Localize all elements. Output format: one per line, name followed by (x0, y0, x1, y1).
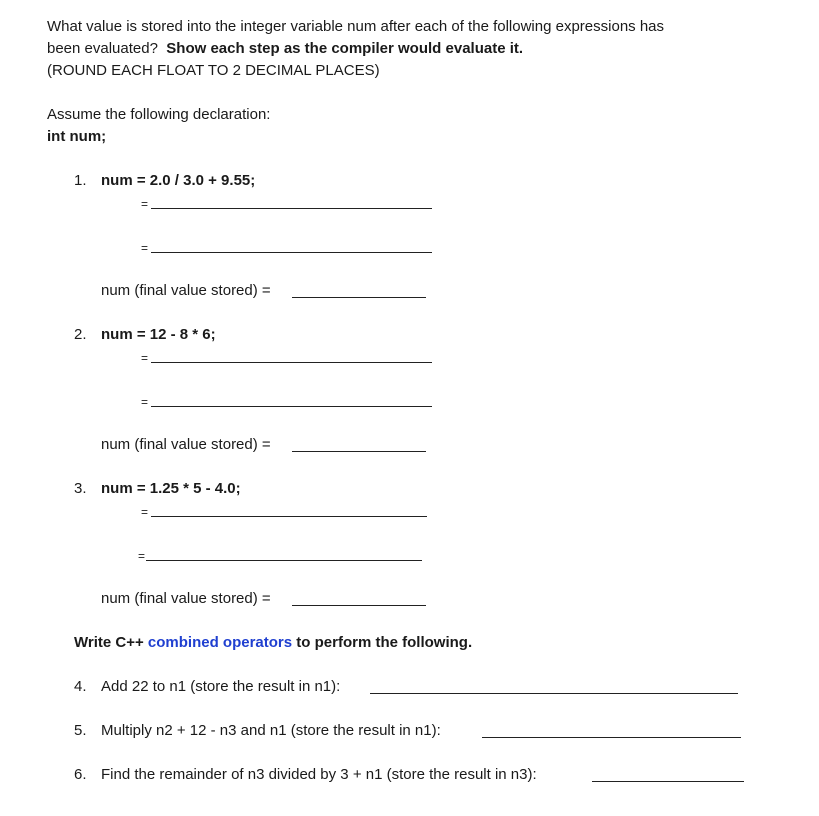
heading-prefix: Write C++ (74, 634, 144, 651)
item-text: Find the remainder of n3 divided by 3 + n1 (store the result in n3): (101, 766, 537, 783)
step-answer-line[interactable] (151, 362, 432, 363)
intro-question: been evaluated? (47, 40, 158, 57)
answer-line[interactable] (370, 693, 738, 694)
combined-operators-term: combined operators (147, 634, 293, 651)
step-equals-mark: = (141, 241, 149, 255)
step-answer-line[interactable] (151, 516, 427, 517)
item-text: Add 22 to n1 (store the result in n1): (101, 678, 341, 695)
problem-expression: num = 12 - 8 * 6; (101, 326, 216, 343)
problem-expression: num = 1.25 * 5 - 4.0; (101, 480, 241, 497)
declaration-label: Assume the following declaration: (47, 106, 271, 123)
final-value-line[interactable] (292, 451, 426, 452)
heading-suffix: to perform the following. (296, 634, 473, 651)
step-equals-mark: = (141, 395, 149, 409)
answer-line[interactable] (592, 781, 744, 782)
combined-operators-heading (74, 633, 472, 653)
final-value-label: num (final value stored) = (101, 436, 271, 453)
step-answer-line[interactable] (151, 252, 432, 253)
problem-number: 1. (74, 172, 87, 189)
step-answer-line[interactable] (146, 560, 422, 561)
final-value-line[interactable] (292, 297, 426, 298)
step-equals-mark: = (138, 549, 146, 563)
intro-line-3: (ROUND EACH FLOAT TO 2 DECIMAL PLACES) (47, 62, 380, 79)
item-number: 4. (74, 678, 87, 695)
final-value-label: num (final value stored) = (101, 590, 271, 607)
step-answer-line[interactable] (151, 208, 432, 209)
step-answer-line[interactable] (151, 406, 432, 407)
declaration-code: int num; (47, 128, 107, 145)
intro-line-2 (47, 39, 523, 59)
item-text: Multiply n2 + 12 - n3 and n1 (store the result in n1): (101, 722, 441, 739)
intro-line-1: What value is stored into the integer variable num after each of the following expressions has (47, 18, 665, 35)
step-equals-mark: = (141, 351, 149, 365)
answer-line[interactable] (482, 737, 741, 738)
final-value-label: num (final value stored) = (101, 282, 271, 299)
problem-number: 2. (74, 326, 87, 343)
step-equals-mark: = (141, 197, 149, 211)
intro-instruction: Show each step as the compiler would evaluate it. (166, 40, 524, 57)
problem-number: 3. (74, 480, 87, 497)
step-equals-mark: = (141, 505, 149, 519)
problem-expression: num = 2.0 / 3.0 + 9.55; (101, 172, 256, 189)
item-number: 5. (74, 722, 87, 739)
item-number: 6. (74, 766, 87, 783)
final-value-line[interactable] (292, 605, 426, 606)
